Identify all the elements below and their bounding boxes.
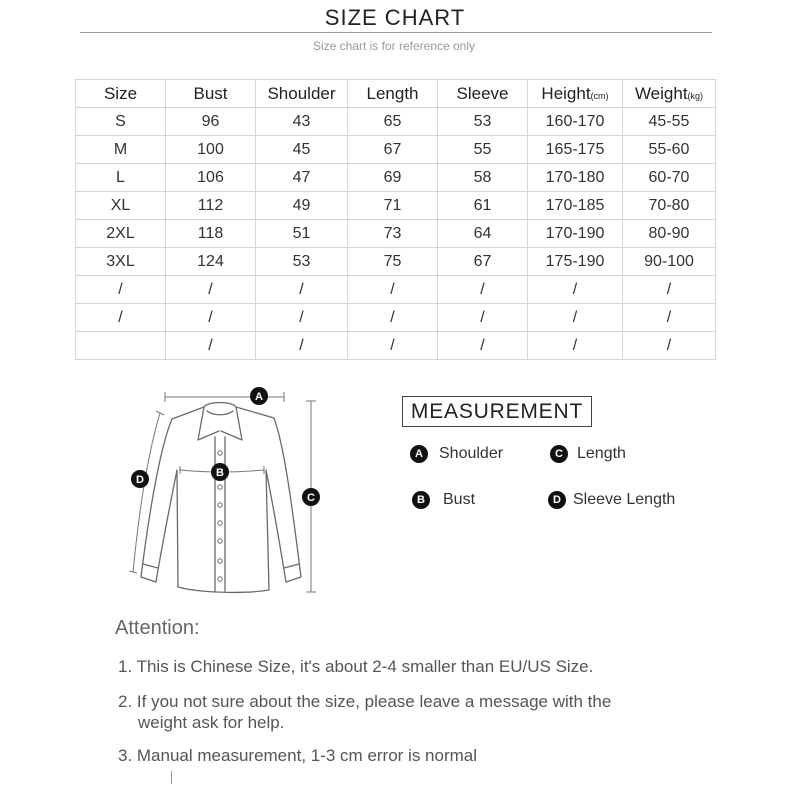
legend-label: Shoulder [439,445,504,462]
shirt-button [218,521,222,525]
shirt-button [218,451,222,455]
shirt-button [218,503,222,507]
shirt-button [218,559,222,563]
cell-sleeve: 61 [438,192,528,220]
cell-length: 75 [348,248,438,276]
marker-a [250,387,268,405]
shirt-placket [215,437,225,591]
cell-size [76,332,166,360]
legend-item-length [550,445,626,463]
shirt-button [218,485,222,489]
table-row [76,248,716,276]
col-header-sleeve: Sleeve [438,80,528,108]
shirt-collar [198,403,242,441]
col-header-height: Height(cm) [528,80,623,108]
col-header-bust: Bust [166,80,256,108]
table-row [76,164,716,192]
cell-bust: / [166,276,256,304]
note-2-continued: weight ask for help. [138,713,285,732]
note-2: 2. If you not sure about the size, please leave a message with the [118,692,612,711]
cell-size: L [76,164,166,192]
legend-label: Bust [443,491,476,508]
marker-b [211,463,229,481]
cell-height: 165-175 [528,136,623,164]
shirt-button [218,577,222,581]
note-1: 1. This is Chinese Size, it's about 2-4 smaller than EU/US Size. [118,657,594,676]
legend-label: Sleeve Length [573,491,676,508]
cell-length: 67 [348,136,438,164]
cell-weight: / [623,304,716,332]
svg-text:A: A [255,391,263,403]
cell-weight: 90-100 [623,248,716,276]
col-header-shoulder: Shoulder [256,80,348,108]
cell-bust: 118 [166,220,256,248]
cell-height: / [528,304,623,332]
marker-c [302,488,320,506]
cell-height: / [528,332,623,360]
cell-shoulder: / [256,304,348,332]
cell-bust: / [166,332,256,360]
col-header-length: Length [348,80,438,108]
table-row [76,332,716,360]
sleeve-measure-line [129,411,164,573]
table-row [76,108,716,136]
cell-length: 71 [348,192,438,220]
shirt-diagram [120,378,340,603]
svg-text:D: D [136,474,144,486]
page-title: SIZE CHART [324,5,466,30]
unit-label: (cm) [590,90,609,101]
marker-d-badge: D [548,491,566,509]
cell-sleeve: 53 [438,108,528,136]
cell-sleeve: 58 [438,164,528,192]
cursor-mark [171,771,172,784]
cell-bust: 96 [166,108,256,136]
cell-height: 175-190 [528,248,623,276]
cell-height: 170-180 [528,164,623,192]
cell-shoulder: 47 [256,164,348,192]
legend-item-shoulder [410,445,503,463]
cell-shoulder: 43 [256,108,348,136]
table-header-row [76,80,716,108]
col-header-weight: Weight(kg) [623,80,716,108]
legend-item-bust [412,491,475,509]
cell-size: S [76,108,166,136]
cell-shoulder: 53 [256,248,348,276]
table-row [76,220,716,248]
shirt-outline [141,407,301,592]
cell-sleeve: 67 [438,248,528,276]
attention-heading: Attention: [115,617,200,639]
cell-length: / [348,332,438,360]
cell-length: / [348,304,438,332]
title-divider [80,32,712,33]
cell-shoulder: / [256,332,348,360]
table-row [76,304,716,332]
cell-shoulder: 51 [256,220,348,248]
table-row [76,276,716,304]
cell-size: 3XL [76,248,166,276]
cell-weight: / [623,332,716,360]
cell-length: 73 [348,220,438,248]
cell-weight: 45-55 [623,108,716,136]
cell-weight: 70-80 [623,192,716,220]
cell-weight: 80-90 [623,220,716,248]
cell-bust: 100 [166,136,256,164]
cell-length: / [348,276,438,304]
cell-weight: 55-60 [623,136,716,164]
cell-weight: / [623,276,716,304]
cell-sleeve: 55 [438,136,528,164]
cell-size: / [76,304,166,332]
cell-bust: 106 [166,164,256,192]
cell-size: 2XL [76,220,166,248]
cell-height: / [528,276,623,304]
cell-height: 170-190 [528,220,623,248]
legend-item-sleeve-length [548,491,675,509]
cell-sleeve: 64 [438,220,528,248]
page-subtitle: Size chart is for reference only [312,39,476,53]
cell-size: / [76,276,166,304]
legend-label: Length [577,445,626,462]
cell-sleeve: / [438,276,528,304]
marker-a-badge: A [410,445,428,463]
cell-height: 170-185 [528,192,623,220]
cell-size: M [76,136,166,164]
cell-height: 160-170 [528,108,623,136]
shirt-cuffs [143,564,299,568]
cell-length: 65 [348,108,438,136]
cell-shoulder: 45 [256,136,348,164]
col-header-size: Size [76,80,166,108]
cell-shoulder: 49 [256,192,348,220]
svg-text:B: B [216,467,224,479]
note-3: 3. Manual measurement, 1-3 cm error is normal [118,746,478,765]
svg-text:C: C [307,492,315,504]
measurement-title: MEASUREMENT [402,396,592,427]
marker-c-badge: C [550,445,568,463]
cell-sleeve: / [438,304,528,332]
shirt-button [218,539,222,543]
unit-label: (kg) [687,90,704,101]
cell-weight: 60-70 [623,164,716,192]
cell-shoulder: / [256,276,348,304]
table-row [76,136,716,164]
marker-d [131,470,149,488]
size-table [75,79,716,360]
marker-b-badge: B [412,491,430,509]
cell-bust: / [166,304,256,332]
cell-length: 69 [348,164,438,192]
cell-bust: 112 [166,192,256,220]
table-row [76,192,716,220]
cell-bust: 124 [166,248,256,276]
cell-size: XL [76,192,166,220]
cell-sleeve: / [438,332,528,360]
